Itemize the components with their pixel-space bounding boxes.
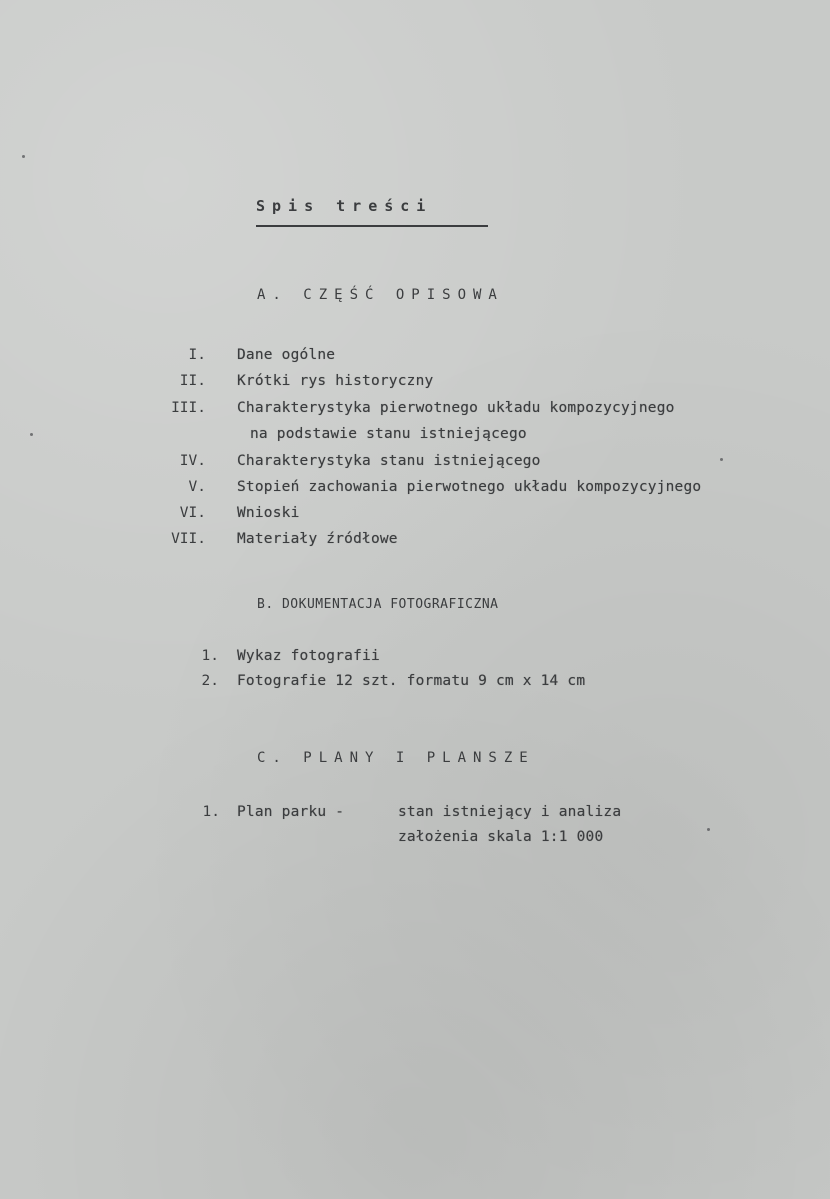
section-c-heading: C. PLANY I PLANSZE: [257, 750, 535, 766]
item-number: V.: [188, 479, 206, 495]
page-title: Spis treści: [256, 197, 433, 215]
toc-item-continuation: założenia skala 1:1 000: [398, 829, 604, 845]
toc-item: Materiały źródłowe: [237, 531, 398, 547]
item-number: III.: [171, 400, 206, 416]
toc-item: Stopień zachowania pierwotnego układu kompozycyjnego: [237, 479, 702, 495]
item-number: 2.: [201, 673, 219, 689]
scan-speck: [720, 458, 723, 461]
item-number: 1.: [201, 648, 219, 664]
toc-item: Krótki rys historyczny: [237, 373, 434, 389]
scan-speck: [707, 828, 710, 831]
toc-item: stan istniejący i analiza: [398, 804, 622, 820]
scan-speck: [30, 433, 33, 436]
toc-item: Wykaz fotografii: [237, 648, 380, 664]
item-number: VI.: [179, 505, 206, 521]
item-number: VII.: [171, 531, 206, 547]
scan-speck: [22, 155, 25, 158]
toc-item-label: Plan parku -: [237, 804, 345, 820]
toc-item-continuation: na podstawie stanu istniejącego: [250, 426, 527, 442]
toc-item: Charakterystyka pierwotnego układu kompozycyjnego: [237, 400, 675, 416]
toc-item: Charakterystyka stanu istniejącego: [237, 453, 541, 469]
toc-item: Dane ogólne: [237, 347, 336, 363]
item-number: II.: [179, 373, 206, 389]
item-number: I.: [188, 347, 206, 363]
section-a-heading: A. CZĘŚĆ OPISOWA: [257, 287, 504, 303]
section-b-heading: B. DOKUMENTACJA FOTOGRAFICZNA: [257, 597, 499, 612]
item-number: IV.: [179, 453, 206, 469]
toc-item: Wnioski: [237, 505, 300, 521]
title-underline: [256, 225, 488, 227]
toc-item: Fotografie 12 szt. formatu 9 cm x 14 cm: [237, 673, 586, 689]
item-number: 1.: [202, 804, 220, 820]
